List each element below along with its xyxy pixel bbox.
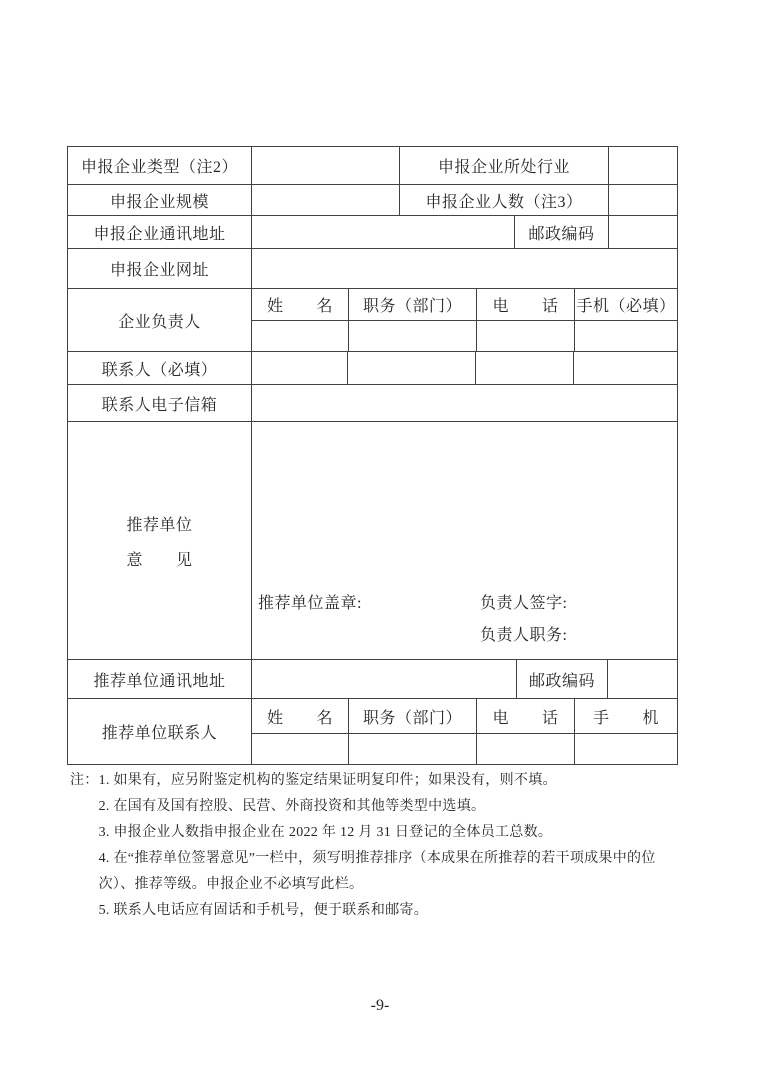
company-type-value-cell: [251, 147, 399, 184]
recommender-contact-label: 推荐单位联系人: [101, 725, 218, 742]
page-number: -9-: [370, 997, 390, 1014]
company-type-label: 申报企业类型（注2）: [80, 159, 238, 176]
rec-contact-mobile-cell: [574, 734, 677, 764]
application-form-table: [67, 146, 678, 765]
contact-duty-cell: [347, 352, 475, 384]
recommender-seal-label: 推荐单位盖章:: [258, 595, 362, 612]
company-website-value-cell: [251, 249, 677, 288]
rec-contact-phone-cell: [476, 734, 574, 764]
recommender-postcode-label: 邮政编码: [516, 660, 607, 698]
row-contact-email: [68, 384, 677, 421]
row-company-website: [68, 248, 677, 288]
recommender-address-label: 推荐单位通讯地址: [93, 672, 226, 690]
row-recommender-opinion: [68, 421, 677, 659]
recommender-opinion-area: [251, 422, 677, 659]
row-company-type: [68, 147, 677, 184]
rec-col-header-mobile: 手 机: [574, 699, 677, 733]
col-header-phone: 电 话: [476, 289, 574, 320]
leader-sub-table: [251, 289, 677, 351]
leader-name-cell: [252, 321, 348, 352]
row-company-leader: [68, 288, 677, 351]
col-header-duty: 职务（部门）: [348, 289, 476, 320]
leader-signature-label: 负责人签字:: [480, 595, 568, 612]
leader-duty-cell: [348, 321, 476, 352]
company-industry-label: 申报企业所处行业: [399, 147, 608, 184]
footnotes-lead: 注：: [70, 773, 99, 788]
rec-col-header-phone: 电 话: [476, 699, 574, 733]
row-company-scale: [68, 184, 677, 215]
rec-col-header-name: 姓 名: [266, 709, 333, 727]
company-address-label: 申报企业通讯地址: [93, 225, 226, 243]
company-industry-value-cell: [608, 147, 677, 184]
col-header-name: 姓 名: [266, 297, 333, 315]
contact-email-label: 联系人电子信箱: [101, 396, 218, 414]
contact-name-cell: [251, 352, 347, 384]
row-company-address: [68, 215, 677, 248]
rec-contact-name-cell: [252, 734, 348, 764]
company-headcount-label: 申报企业人数（注3）: [399, 185, 608, 215]
contact-mobile-cell: [573, 352, 677, 384]
leader-phone-cell: [476, 321, 574, 352]
leader-mobile-cell: [574, 321, 677, 352]
company-headcount-value-cell: [608, 185, 677, 215]
company-postcode-value-cell: [608, 216, 677, 248]
opinion-label-line1: 推荐单位: [126, 516, 193, 534]
company-website-label: 申报企业网址: [109, 262, 209, 279]
footnote-line: 4. 在“推荐单位签署意见”一栏中，须写明推荐排序（本成果在所推荐的若干项成果中的位: [98, 851, 656, 866]
col-header-mobile: 手机（必填）: [574, 289, 677, 320]
recommender-opinion-label: [68, 422, 251, 659]
recommender-postcode-value-cell: [607, 660, 677, 698]
rec-col-header-duty: 职务（部门）: [348, 699, 476, 733]
footnote-line: 1. 如果有，应另附鉴定机构的鉴定结果证明复印件；如果没有，则不填。: [98, 773, 557, 788]
rec-contact-duty-cell: [348, 734, 476, 764]
company-leader-label: 企业负责人: [118, 313, 201, 331]
contact-phone-cell: [475, 352, 573, 384]
recommender-address-value-cell: [251, 660, 516, 698]
footnote-line: 次）、推荐等级。申报企业不必填写此栏。: [98, 877, 364, 892]
leader-duty-label: 负责人职务:: [480, 627, 568, 644]
footnote-line: 5. 联系人电话应有固话和手机号，便于联系和邮寄。: [98, 903, 429, 918]
leader-value-row: [252, 320, 677, 352]
recommender-contact-header-row: [252, 699, 677, 733]
row-recommender-address: [68, 659, 677, 698]
footnote-list: [99, 768, 700, 924]
row-recommender-contact: [68, 698, 677, 764]
recommender-contact-value-row: [252, 733, 677, 764]
company-address-value-cell: [251, 216, 514, 248]
contact-email-value-cell: [251, 385, 677, 421]
company-scale-value-cell: [251, 185, 399, 215]
footnotes: [70, 768, 700, 924]
footnote-line: 3. 申报企业人数指申报企业在 2022 年 12 月 31 日登记的全体员工总数。: [98, 825, 553, 840]
company-contact-label: 联系人（必填）: [101, 361, 218, 379]
opinion-label-line2: 意 见: [126, 551, 193, 569]
leader-header-row: [252, 289, 677, 320]
company-scale-label: 申报企业规模: [109, 193, 209, 211]
footnote-line: 2. 在国有及国有控股、民营、外商投资和其他等类型中选填。: [98, 799, 486, 814]
company-postcode-label: 邮政编码: [514, 216, 608, 248]
row-company-contact: [68, 351, 677, 384]
recommender-contact-sub-table: [251, 699, 677, 764]
